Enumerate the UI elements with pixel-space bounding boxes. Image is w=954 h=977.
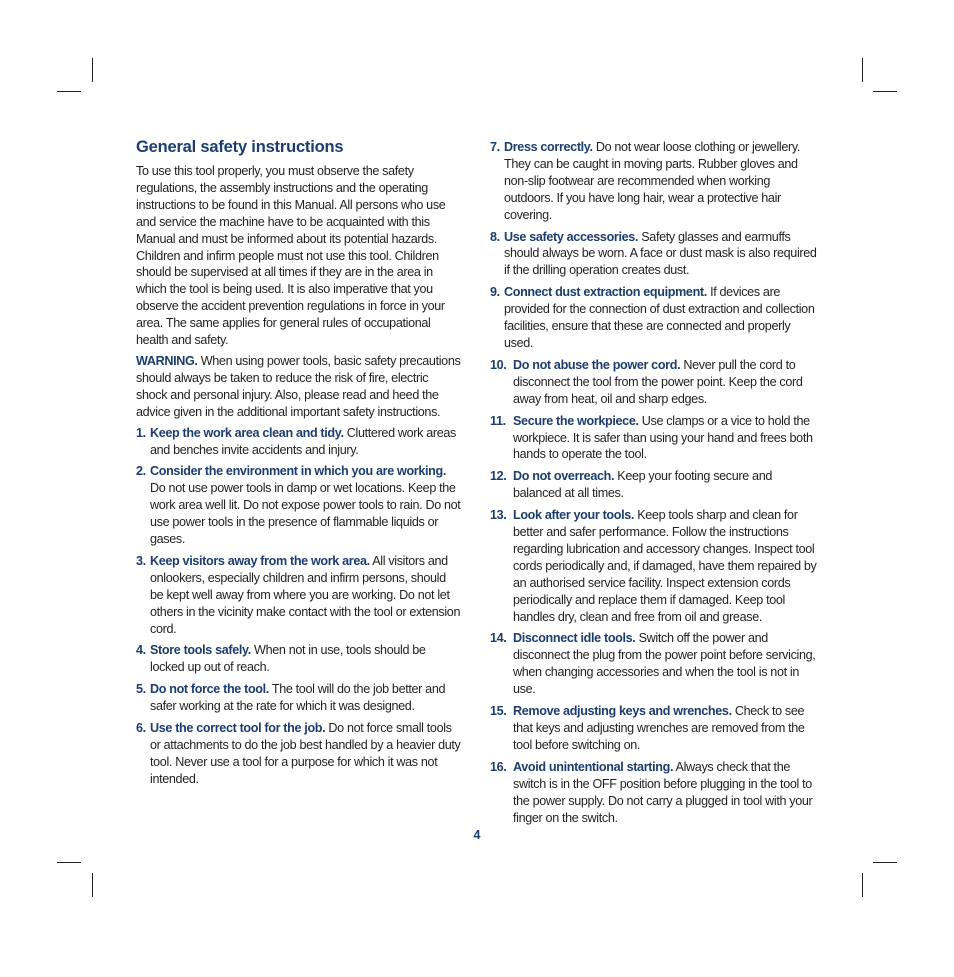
item-number: 10. [490,357,507,372]
safety-item-9 [490,284,822,352]
warning-label: WARNING. [136,353,198,368]
item-number: 14. [490,631,507,646]
warning-text: When using power tools, basic safety precautions should always be taken to reduce the risk of fire, electric shock and personal injury. Also, please read and heed the advice given in the additional important safety instructions. [136,353,461,419]
crop-mark [92,873,93,897]
safety-item-12 [490,468,822,502]
crop-mark [862,58,863,82]
section-heading: General safety instructions [136,138,344,156]
item-lead: Use safety accessories. [504,229,639,244]
safety-item-16 [490,759,822,827]
safety-item-3 [136,553,462,638]
item-number: 15. [490,704,507,719]
item-text: Do not use power tools in damp or wet locations. Keep the work area well lit. Do not expose power tools to rain. Do not use power tools in the presence of flammable liquids or gases. [150,481,461,547]
item-number: 2. [136,464,146,479]
item-number: 6. [136,721,146,736]
item-number: 8. [490,229,500,244]
item-number: 11. [490,413,506,428]
item-text: All visitors and onlookers, especially children and infirm persons, should be kept well away from where you are working. Do not let others in the vicinity make contact with the tool or extension cord. [150,553,461,636]
safety-item-11 [490,413,822,464]
item-lead: Do not force the tool. [150,682,269,697]
intro-paragraph: To use this tool properly, you must observe the safety regulations, the assembly instructions and the operating instructions to be found in this Manual. All persons who use and service the machine have to be acquainted with this Manual and must be informed about its potential hazards. Children and infirm people must not use this tool. Children should be supervised at all times if they are in the area in which the tool is being used. It is also imperative that you observe the accident prevention regulations in force in your area. The same applies for general rules of occupational health and safety. [136,164,446,348]
item-text: The tool will do the job better and safer working at the rate for which it was designed. [150,682,446,714]
item-lead: Do not abuse the power cord. [513,357,681,372]
safety-item-2 [136,463,462,548]
item-lead: Do not overreach. [513,469,615,484]
item-lead: Secure the workpiece. [513,413,639,428]
item-text: Do not force small tools or attachments to do the job best handled by a heavier duty tool. Never use a tool for a purpose for which it was not intended. [150,721,461,786]
item-text: Check to see that keys and adjusting wrenches are removed from the tool before switching on. [513,704,805,752]
crop-mark [57,91,81,92]
item-lead: Consider the environment in which you are working. [150,464,446,479]
item-lead: Remove adjusting keys and wrenches. [513,704,732,719]
safety-item-8 [490,229,822,280]
item-number: 1. [136,425,146,440]
item-lead: Avoid unintentional starting. [513,759,674,774]
safety-item-13 [490,507,822,625]
safety-item-15 [490,703,822,754]
item-number: 16. [490,759,507,774]
item-lead: Store tools safely. [150,643,251,658]
item-lead: Connect dust extraction equipment. [504,285,707,300]
item-lead: Look after your tools. [513,508,635,523]
item-text: When not in use, tools should be locked up out of reach. [150,643,426,675]
item-text: Keep your footing secure and balanced at all times. [513,469,773,501]
crop-mark [57,862,81,863]
left-column [136,137,462,793]
item-text: Always check that the switch is in the OFF position before plugging in the tool to the power supply. Do not carry a plugged in tool with your finger on the switch. [513,759,813,825]
safety-item-4 [136,642,462,676]
item-lead: Disconnect idle tools. [513,631,636,646]
item-text: Switch off the power and disconnect the plug from the power point before servicing, when changing accessories and when the tool is not in use. [513,631,816,697]
safety-item-10 [490,357,822,408]
item-text: Safety glasses and earmuffs should always be worn. A face or dust mask is also required if the drilling operation creates dust. [504,229,817,278]
item-text: Cluttered work areas and benches invite accidents and injury. [150,425,456,457]
item-text: If devices are provided for the connection of dust extraction and collection facilities, ensure that these are connected and properly used. [504,285,815,350]
item-text: Keep tools sharp and clean for better and safer performance. Follow the instructions regarding lubrication and accessory changes. Inspect tool cords periodically and, if damaged, have them repaired by an authorised service facility. Inspect extension cords periodically and replace them if damaged. Keep tool handles dry, clean and free from oil and grease. [513,508,817,624]
item-number: 13. [490,508,507,523]
safety-item-7 [490,139,822,224]
safety-item-14 [490,630,822,698]
item-lead: Dress correctly. [504,140,593,154]
item-number: 4. [136,643,146,658]
crop-mark [873,91,897,92]
right-column [490,139,822,831]
item-text: Do not wear loose clothing or jewellery. They can be caught in moving parts. Rubber gloves and non-slip footwear are recommended when working outdoors. If you have long hair, wear a protective hair covering. [504,140,801,222]
item-text: Never pull the cord to disconnect the tool from the power point. Keep the cord away from heat, oil and sharp edges. [513,357,803,406]
page-number: 4 [473,828,481,842]
item-text: Use clamps or a vice to hold the workpiece. It is safer than using your hand and frees both hands to operate the tool. [513,413,813,462]
item-number: 12. [490,469,507,484]
safety-item-6 [136,720,462,788]
item-lead: Keep visitors away from the work area. [150,553,370,568]
item-lead: Use the correct tool for the job. [150,721,326,736]
crop-mark [92,58,93,82]
safety-item-1 [136,425,462,459]
crop-mark [873,862,897,863]
item-lead: Keep the work area clean and tidy. [150,425,344,440]
safety-item-5 [136,681,462,715]
crop-mark [862,873,863,897]
item-number: 9. [490,285,500,300]
item-number: 7. [490,140,500,154]
item-number: 3. [136,553,146,568]
warning-paragraph [136,353,462,421]
item-number: 5. [136,682,146,697]
